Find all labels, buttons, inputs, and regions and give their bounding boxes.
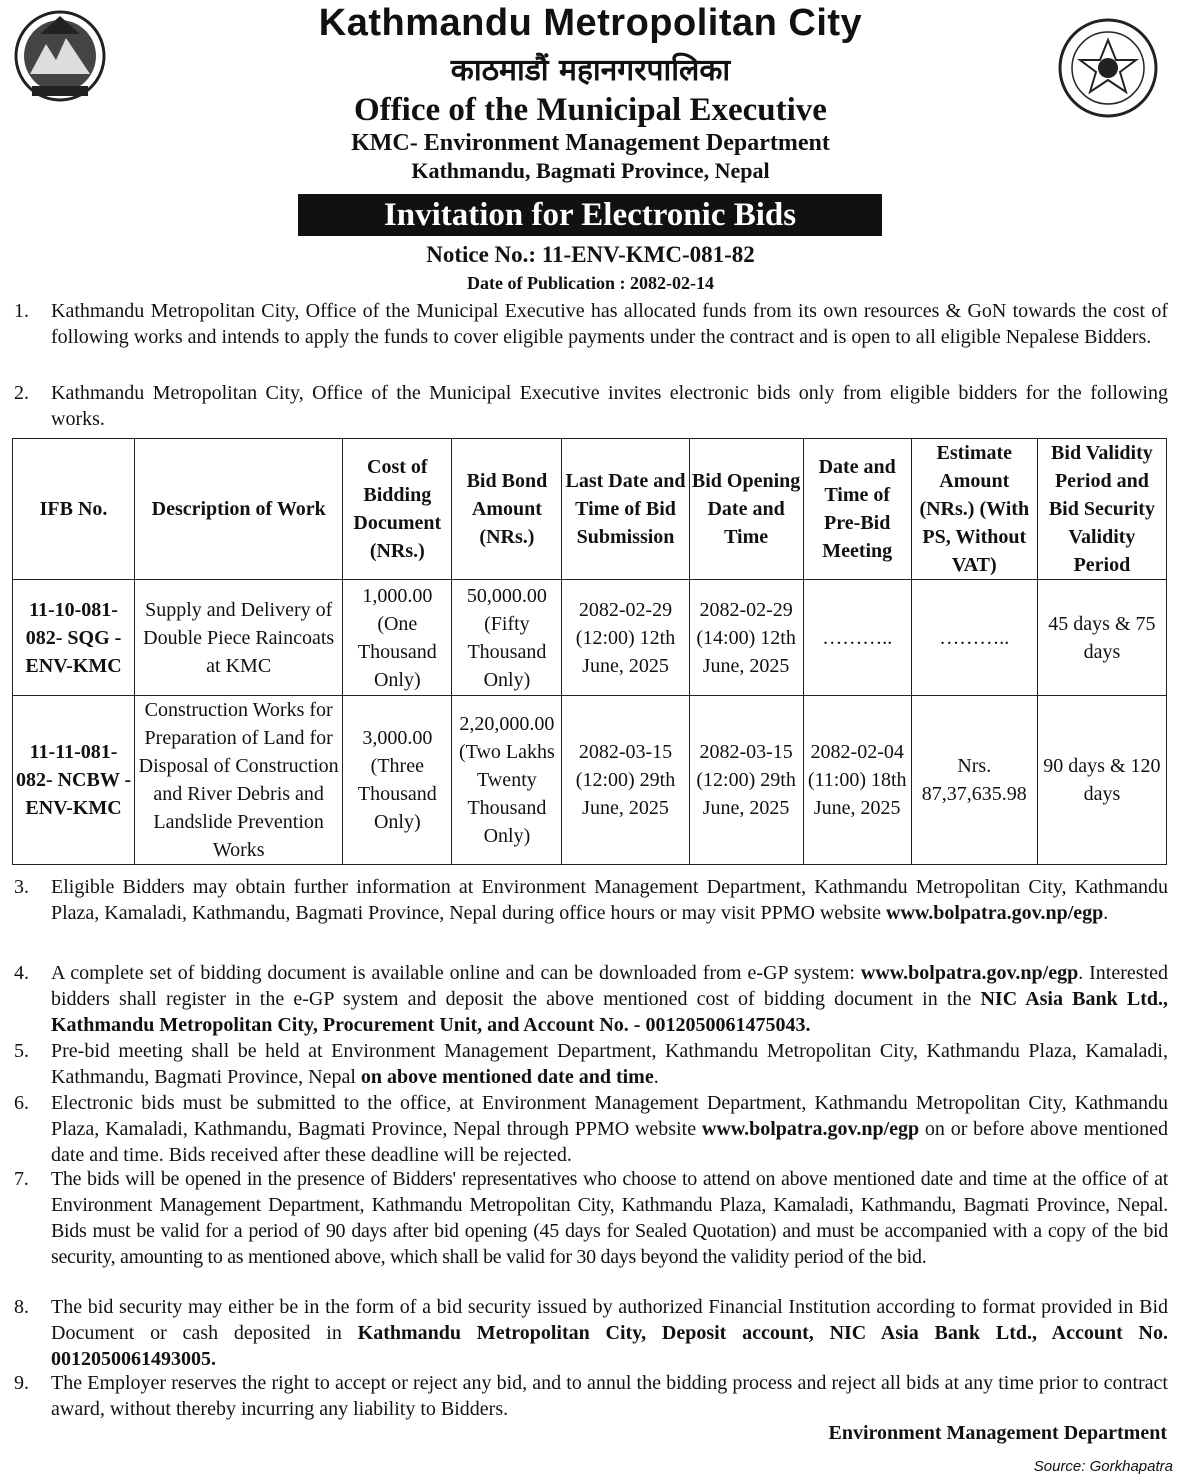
paragraph-text bbox=[51, 874, 1168, 926]
paragraph-text bbox=[51, 1294, 1168, 1372]
paragraph-1 bbox=[14, 298, 1168, 350]
text-run: The bid security may either be in the form of a bid security issued by authorized Financial Institution according to format provided in Bid Document or cash deposited in bbox=[51, 1296, 1168, 1344]
table-cell: ……….. bbox=[803, 580, 911, 696]
paragraph-number: 7. bbox=[14, 1168, 29, 1190]
paragraph-3 bbox=[14, 874, 1168, 926]
publication-date: Date of Publication : 2082-02-14 bbox=[467, 273, 714, 293]
table-cell: 2082-02-04 (11:00) 18th June, 2025 bbox=[803, 696, 911, 865]
text-run: Eligible Bidders may obtain further information at Environment Management Department, Kathmandu Metropolitan City, Kathmandu Plaza, Kamaladi, Kathmandu, Bagmati Province, Nepal during office hours or may visit PPMO website bbox=[51, 876, 1168, 924]
column-header: Date and Time of Pre-Bid Meeting bbox=[803, 439, 911, 580]
column-header: Last Date and Time of Bid Submission bbox=[562, 439, 689, 580]
table-row bbox=[13, 580, 1167, 696]
source-credit: Source: Gorkhapatra bbox=[1033, 1458, 1173, 1475]
website-link: www.bolpatra.gov.np/egp bbox=[701, 1118, 920, 1140]
bids-table bbox=[12, 438, 1167, 865]
bank-account-text: NIC Asia Bank Ltd., Kathmandu Metropolitan City, Procurement Unit, and Account No. - 0012050061475043. bbox=[51, 988, 1168, 1036]
table-row bbox=[13, 696, 1167, 865]
paragraph-7 bbox=[14, 1166, 1168, 1270]
paragraph-6 bbox=[14, 1090, 1168, 1168]
website-link: www.bolpatra.gov.np/egp bbox=[886, 902, 1104, 924]
address: Kathmandu, Bagmati Province, Nepal bbox=[411, 158, 770, 183]
text-run: . Interested bidders shall register in the e-GP system and deposit the above mentioned cost of bidding document in the bbox=[51, 962, 1168, 1010]
table-cell: 2,20,000.00 (Two Lakhs Twenty Thousand Only) bbox=[452, 696, 562, 865]
text-run: . bbox=[1103, 902, 1109, 924]
paragraph-number: 8. bbox=[14, 1296, 29, 1318]
notice-number: Notice No.: 11-ENV-KMC-081-82 bbox=[426, 242, 755, 267]
text-run: A complete set of bidding document is available online and can be downloaded from e-GP system: bbox=[51, 962, 861, 984]
table-cell: 11-10-081-082- SQG -ENV-KMC bbox=[13, 580, 135, 696]
column-header: IFB No. bbox=[13, 439, 135, 580]
table-cell: 3,000.00 (Three Thousand Only) bbox=[343, 696, 452, 865]
paragraph-text: Kathmandu Metropolitan City, Office of the Municipal Executive invites electronic bids only from eligible bidders for the following works. bbox=[51, 382, 1168, 430]
paragraph-text: Kathmandu Metropolitan City, Office of the Municipal Executive has allocated funds from its own resources & GoN towards the cost of following works and intends to apply the funds to cover eligible payments under the contract and is open to all eligible Nepalese Bidders. bbox=[51, 300, 1168, 348]
text-run: . bbox=[653, 1066, 659, 1088]
website-link: www.bolpatra.gov.np/egp bbox=[860, 962, 1079, 984]
bold-text: on above mentioned date and time bbox=[360, 1066, 654, 1088]
bank-account-text: Kathmandu Metropolitan City, Deposit account, NIC Asia Bank Ltd., Account No. 0012050061493005. bbox=[51, 1322, 1169, 1370]
table-cell: 11-11-081-082- NCBW -ENV-KMC bbox=[13, 696, 135, 865]
table-cell: Supply and Delivery of Double Piece Raincoats at KMC bbox=[135, 580, 343, 696]
text-run: Pre-bid meeting shall be held at Environment Management Department, Kathmandu Metropolitan City, Kathmandu Plaza, Kamaladi, Kathmandu, Bagmati Province, Nepal bbox=[51, 1040, 1168, 1088]
table-cell: 1,000.00 (One Thousand Only) bbox=[343, 580, 452, 696]
text-run: Electronic bids must be submitted to the office, at Environment Management Department, Kathmandu Metropolitan City, Kathmandu Plaza, Kamaladi, Kathmandu, Bagmati Province, Nepal through PPMO website bbox=[51, 1092, 1168, 1140]
column-header: Description of Work bbox=[135, 439, 343, 580]
column-header: Bid Bond Amount (NRs.) bbox=[452, 439, 562, 580]
city-title-nepali: काठमाडौं महानगरपालिका bbox=[450, 53, 731, 88]
table-cell: Nrs. 87,37,635.98 bbox=[911, 696, 1037, 865]
city-title: Kathmandu Metropolitan City bbox=[318, 2, 863, 44]
column-header: Bid Opening Date and Time bbox=[689, 439, 803, 580]
notice-banner: Invitation for Electronic Bids bbox=[298, 194, 882, 236]
text-run: on or before above mentioned date and time. Bids received after these deadline will be rejected. bbox=[51, 1118, 1168, 1166]
column-header: Bid Validity Period and Bid Security Validity Period bbox=[1037, 439, 1166, 580]
table-cell: 2082-03-15 (12:00) 29th June, 2025 bbox=[562, 696, 689, 865]
table-cell: Construction Works for Preparation of Land for Disposal of Construction and River Debris and Landslide Prevention Works bbox=[135, 696, 343, 865]
paragraph-number: 4. bbox=[14, 962, 29, 984]
table-cell: 2082-02-29 (14:00) 12th June, 2025 bbox=[689, 580, 803, 696]
paragraph-number: 9. bbox=[14, 1372, 29, 1394]
paragraph-number: 5. bbox=[14, 1040, 29, 1062]
department-title: KMC- Environment Management Department bbox=[351, 130, 830, 156]
paragraph-text: The bids will be opened in the presence of Bidders' representatives who choose to attend on above mentioned date and time at the office of at Environment Management Department, Kathmandu Metropolitan City, Kathmandu Plaza, Kamaladi, Kathmandu, Bagmati Province, Nepal. Bids must be valid for a period of 90 days after bid opening (45 days for Sealed Quotation) and must be accompanied with a copy of the bid security, amounting to as mentioned above, which shall be valid for 30 days beyond the validity period of the bid. bbox=[51, 1168, 1168, 1268]
table-cell: 2082-02-29 (12:00) 12th June, 2025 bbox=[562, 580, 689, 696]
office-title: Office of the Municipal Executive bbox=[354, 92, 827, 128]
column-header: Cost of Bidding Document (NRs.) bbox=[343, 439, 452, 580]
table-cell: 50,000.00 (Fifty Thousand Only) bbox=[452, 580, 562, 696]
paragraph-number: 1. bbox=[14, 300, 29, 322]
table-cell: 90 days & 120 days bbox=[1037, 696, 1166, 865]
table-header-row bbox=[13, 439, 1167, 580]
table-cell: 45 days & 75 days bbox=[1037, 580, 1166, 696]
paragraph-9 bbox=[14, 1370, 1168, 1422]
table-cell: ……….. bbox=[911, 580, 1037, 696]
paragraph-number: 3. bbox=[14, 876, 29, 898]
paragraph-text bbox=[51, 1090, 1168, 1168]
paragraph-8 bbox=[14, 1294, 1168, 1372]
paragraph-4 bbox=[14, 960, 1168, 1038]
signature: Environment Management Department bbox=[828, 1422, 1167, 1444]
paragraph-5 bbox=[14, 1038, 1168, 1090]
paragraph-number: 6. bbox=[14, 1092, 29, 1114]
paragraph-text bbox=[51, 960, 1168, 1038]
paragraph-2 bbox=[14, 380, 1168, 432]
column-header: Estimate Amount (NRs.) (With PS, Without VAT) bbox=[911, 439, 1037, 580]
paragraph-text bbox=[51, 1038, 1168, 1090]
paragraph-text: The Employer reserves the right to accept or reject any bid, and to annul the bidding process and reject all bids at any time prior to contract award, without thereby incurring any liability to Bidders. bbox=[51, 1372, 1168, 1420]
paragraph-number: 2. bbox=[14, 382, 29, 404]
table-cell: 2082-03-15 (12:00) 29th June, 2025 bbox=[689, 696, 803, 865]
